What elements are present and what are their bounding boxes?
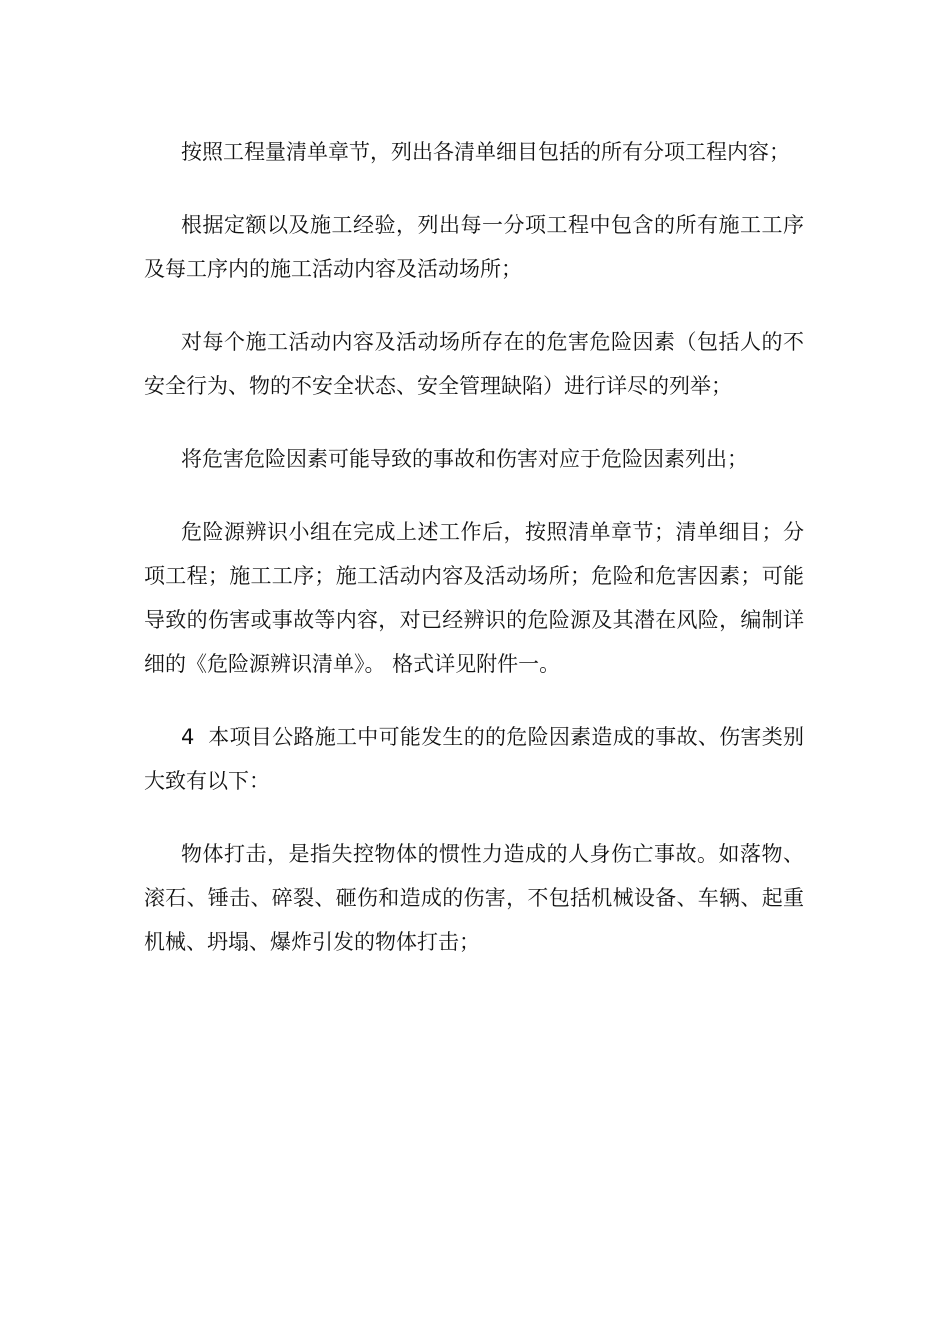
- paragraph: 4 本项目公路施工中可能发生的的危险因素造成的事故、伤害类别大致有以下：: [144, 725, 804, 793]
- paragraph: 对每个施工活动内容及活动场所存在的危害危险因素（包括人的不安全行为、物的不安全状态、安全管理缺陷）进行详尽的列举；: [144, 330, 804, 398]
- paragraph: 将危害危险因素可能导致的事故和伤害对应于危险因素列出；: [181, 447, 748, 471]
- paragraph: 根据定额以及施工经验，列出每一分项工程中包含的所有施工工序及每工序内的施工活动内容及活动场所；: [144, 213, 804, 281]
- paragraph: 危险源辨识小组在完成上述工作后，按照清单章节；清单细目；分项工程；施工工序；施工活动内容及活动场所；危险和危害因素；可能导致的伤害或事故等内容，对已经辨识的危险源及其潜在风险，编制详细的《危险源辨识清单》。 格式详见附件一。: [144, 520, 804, 676]
- document-body: [144, 130, 804, 964]
- paragraph: 按照工程量清单章节，列出各清单细目包括的所有分项工程内容；: [181, 140, 790, 164]
- paragraph: 物体打击，是指失控物体的惯性力造成的人身伤亡事故。如落物、滚石、锤击、碎裂、砸伤和造成的伤害，不包括机械设备、车辆、起重机械、坍塌、爆炸引发的物体打击；: [144, 842, 804, 954]
